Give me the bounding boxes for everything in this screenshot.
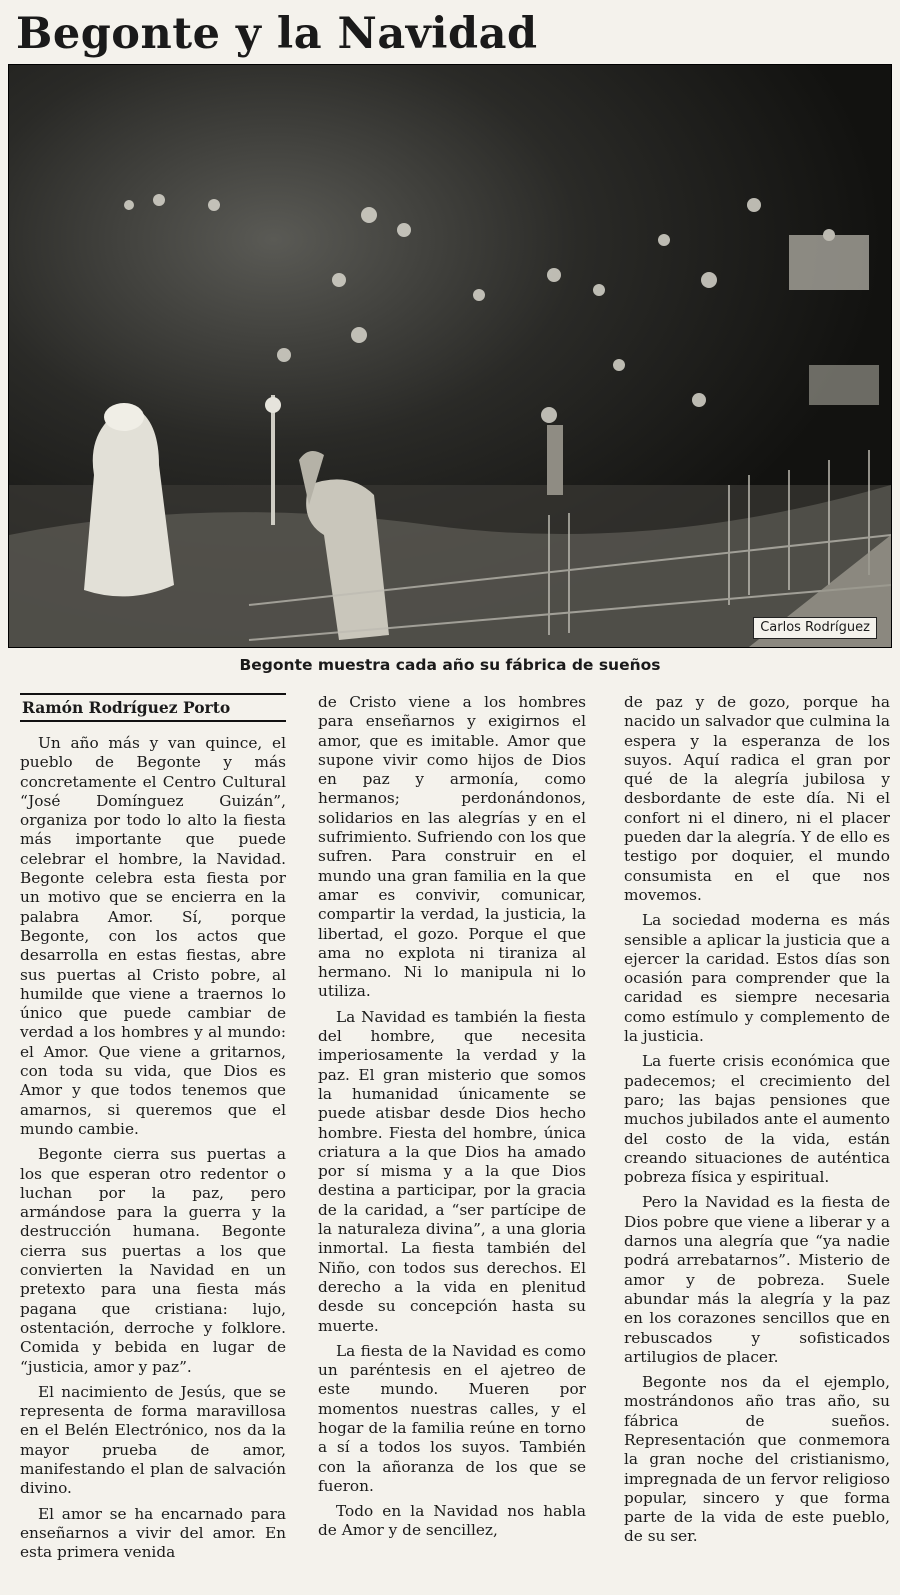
paragraph: La Navidad es también la fiesta del hombre, que necesita imperiosamente la verdad y la paz. El gran misterio que somos la humanidad únicamente se puede atisbar desde Dios hecho hombre. Fiesta del hombre, única criatura a la que Dios ha amado por sí misma y a la que Dios destina a participar, por la gracia de la caridad, a “ser partícipe de la naturaleza divina”, a una gloria inmortal. La fiesta también del Niño, con todos sus derechos. El derecho a la vida en plenitud desde su concepción hasta su muerte.	[318, 1007, 586, 1335]
photo-credit: Carlos Rodríguez	[753, 617, 877, 639]
article-column-3	[624, 693, 890, 1553]
nativity-photo	[8, 64, 892, 648]
byline: Ramón Rodríguez Porto	[20, 693, 286, 722]
paragraph: de Cristo viene a los hombres para enseñarnos y exigirnos el amor, que es imitable. Amor que supone vivir como hijos de Dios en paz y armonía, como hermanos; perdonándonos, solidarios en las alegrías y en el sufrimiento. Sufriendo con los que sufren. Para construir en el mundo una gran familia en la que amar es convivir, comunicar, compartir la verdad, la justicia, la libertad, el gozo. Porque el que ama no explota ni tiraniza al hermano. Ni lo manipula ni lo utiliza.	[318, 693, 586, 1001]
paragraph: La sociedad moderna es más sensible a aplicar la justicia que a ejercer la caridad. Estos días son ocasión para comprender que la caridad es siempre necesaria como estímulo y complemento de la justicia.	[624, 911, 890, 1046]
headline: Begonte y la Navidad	[16, 9, 538, 59]
paragraph: La fuerte crisis económica que padecemos; el crecimiento del paro; las bajas pensiones que muchos jubilados ante el aumento del costo de la vida, están creando situaciones de auténtica pobreza física y espiritual.	[624, 1052, 890, 1187]
article-column-2	[318, 693, 586, 1547]
paragraph: de paz y de gozo, porque ha nacido un salvador que culmina la espera y la esperanza de los suyos. Aquí radica el gran por qué de la alegría jubilosa y desbordante de este día. Ni el confort ni el dinero, ni el placer pueden dar la alegría. Y de ello es testigo por doquier, el mundo consumista en el que nos movemos.	[624, 693, 890, 904]
article-column-1	[20, 693, 286, 1568]
paragraph: Pero la Navidad es la fiesta de Dios pobre que viene a liberar y a darnos una alegría que “ya nadie podrá arrebatarnos”. Misterio de amor y de pobreza. Suele abundar más la alegría y la paz en los corazones sencillos que en rebuscados y sofisticados artilugios de placer.	[624, 1193, 890, 1366]
paragraph: Begonte nos da el ejemplo, mostrándonos año tras año, su fábrica de sueños. Representación que conmemora la gran noche del cristianismo, impregnada de un fervor religioso popular, sincero y que forma parte de la vida de este pueblo, de su ser.	[624, 1373, 890, 1546]
paragraph: Todo en la Navidad nos habla de Amor y de sencillez,	[318, 1502, 586, 1540]
paragraph: Un año más y van quince, el pueblo de Begonte y más concretamente el Centro Cultural “José Domínguez Guizán”, organiza por todo lo alto la fiesta más importante que puede celebrar el hombre, la Navidad. Begonte celebra esta fiesta por un motivo que se encierra en la palabra Amor. Sí, porque Begonte, con los actos que desarrolla en estas fiestas, abre sus puertas al Cristo pobre, al humilde que viene a traernos lo único que puede cambiar de verdad a los hombres y al mundo: el Amor. Que viene a gritarnos, con toda su vida, que Dios es Amor y que todos tenemos que amarnos, si queremos que el mundo cambie.	[20, 734, 286, 1138]
paragraph: La fiesta de la Navidad es como un paréntesis en el ajetreo de este mundo. Mueren por momentos nuestras calles, y el hogar de la familia reúne en torno a sí a todos los suyos. También con la añoranza de los que se fueron.	[318, 1341, 586, 1495]
paragraph: El amor se ha encarnado para enseñarnos a vivir del amor. En esta primera venida	[20, 1504, 286, 1562]
paragraph: Begonte cierra sus puertas a los que esperan otro redentor o luchan por la paz, pero armándose para la guerra y la destrucción humana. Begonte cierra sus puertas a los que convierten la Navidad en un pretexto para una fiesta más pagana que cristiana: lujo, ostentación, derroche y folklore. Comida y bebida en lugar de “justicia, amor y paz”.	[20, 1145, 286, 1376]
nativity-scene-illustration	[9, 65, 891, 647]
photo-caption: Begonte muestra cada año su fábrica de sueños	[239, 656, 661, 674]
paragraph: El nacimiento de Jesús, que se representa de forma maravillosa en el Belén Electrónico, nos da la mayor prueba de amor, manifestando el plan de salvación divino.	[20, 1382, 286, 1498]
